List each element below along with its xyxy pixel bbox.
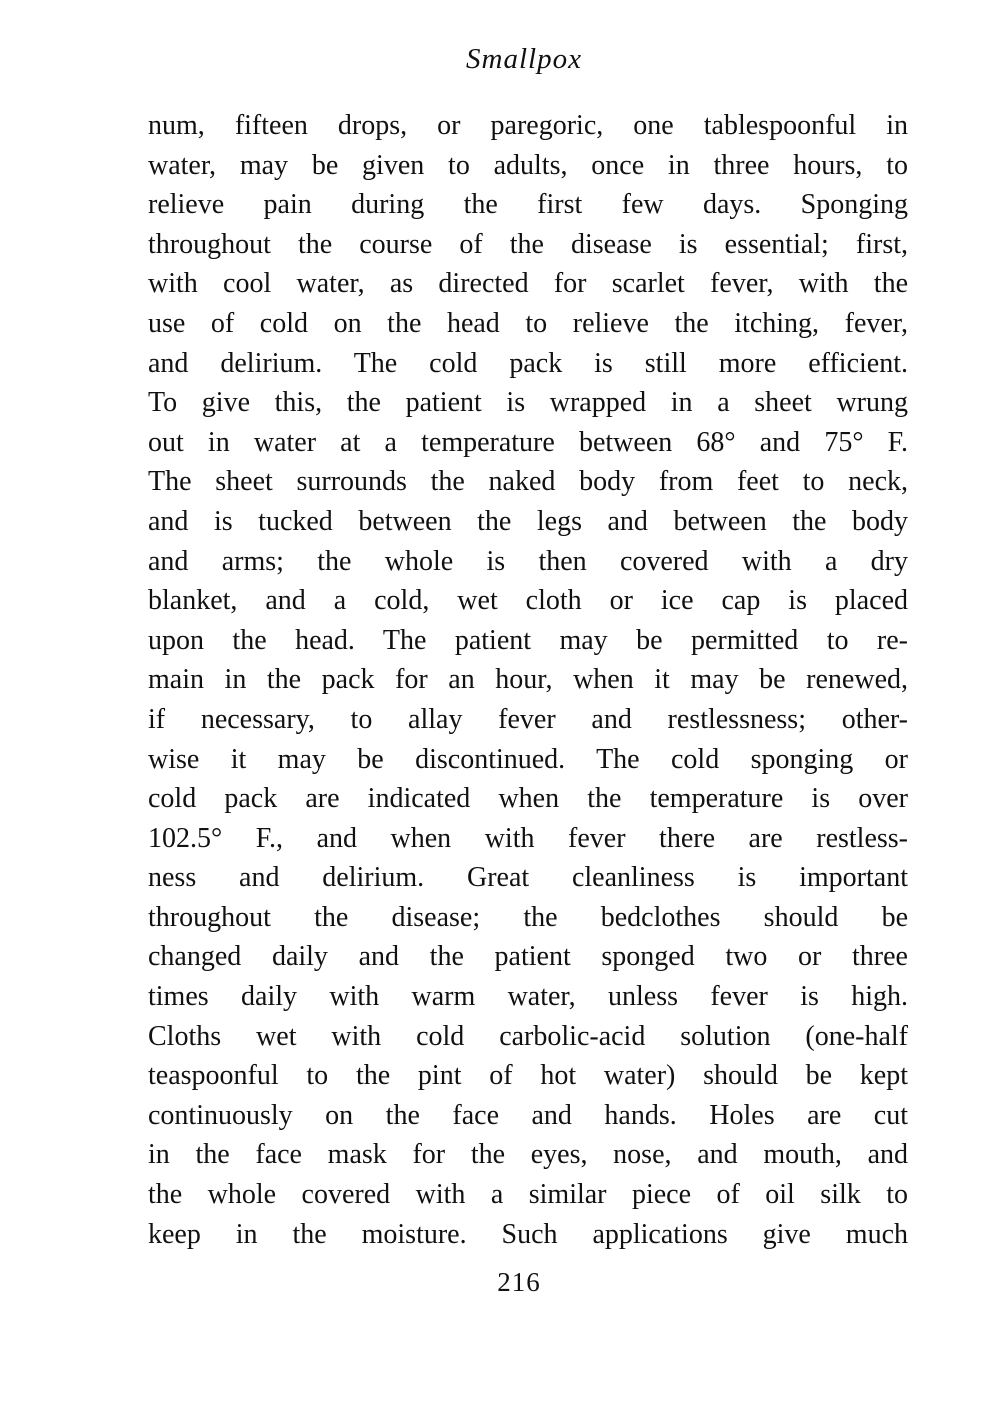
text-line: and is tucked between the legs and between the body <box>148 505 908 537</box>
text-line: in the face mask for the eyes, nose, and mouth, and <box>148 1139 908 1171</box>
text-line: main in the pack for an hour, when it may be renewed, <box>148 664 908 696</box>
text-line: 102.5° F., and when with fever there are restless- <box>148 822 908 854</box>
text-line: num, fifteen drops, or paregoric, one tablespoonful in <box>148 110 908 141</box>
text-line: blanket, and a cold, wet cloth or ice cap is placed <box>148 585 908 617</box>
text-line: changed daily and the patient sponged two or three <box>148 941 908 973</box>
body-text <box>148 106 908 1254</box>
text-line: relieve pain during the first few days. Sponging <box>148 189 908 221</box>
text-line: ness and delirium. Great cleanliness is important <box>148 862 908 894</box>
text-line: with cool water, as directed for scarlet fever, with the <box>148 268 908 300</box>
text-line: the whole covered with a similar piece of oil silk to <box>148 1179 908 1211</box>
text-line: To give this, the patient is wrapped in a sheet wrung <box>148 387 908 419</box>
text-line: wise it may be discontinued. The cold sponging or <box>148 743 908 775</box>
text-line: and delirium. The cold pack is still more efficient. <box>148 347 908 379</box>
text-line: use of cold on the head to relieve the itching, fever, <box>148 307 908 339</box>
text-line: The sheet surrounds the naked body from feet to neck, <box>148 466 908 498</box>
text-line: times daily with warm water, unless fever is high. <box>148 981 908 1013</box>
text-line: upon the head. The patient may be permitted to re- <box>148 624 908 656</box>
text-line: throughout the disease; the bedclothes should be <box>148 901 908 933</box>
text-line: throughout the course of the disease is essential; first, <box>148 228 908 260</box>
text-line: and arms; the whole is then covered with a dry <box>148 545 908 577</box>
text-line: continuously on the face and hands. Holes are cut <box>148 1099 908 1131</box>
text-line: out in water at a temperature between 68° and 75° F. <box>148 426 908 458</box>
text-line: teaspoonful to the pint of hot water) should be kept <box>148 1060 908 1092</box>
text-line: cold pack are indicated when the temperature is over <box>148 783 908 815</box>
text-line: if necessary, to allay fever and restlessness; other- <box>148 703 908 735</box>
text-line: keep in the moisture. Such applications give much <box>148 1218 908 1250</box>
text-line: Cloths wet with cold carbolic-acid solution (one-half <box>148 1020 908 1052</box>
text-line: water, may be given to adults, once in three hours, to <box>148 149 908 181</box>
page-number: 216 <box>497 1267 541 1297</box>
running-header: Smallpox <box>466 43 582 75</box>
